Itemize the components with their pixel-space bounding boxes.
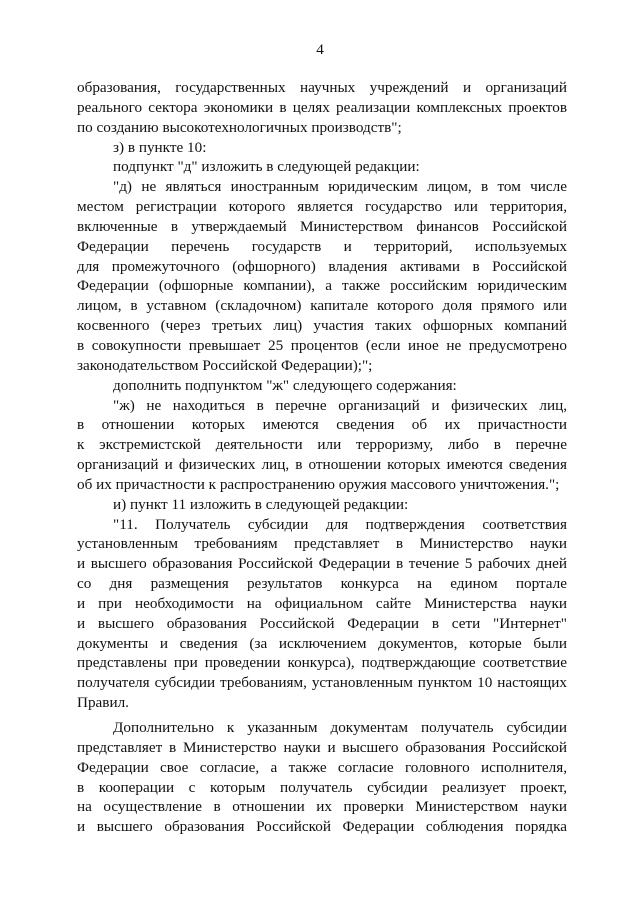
text-line: представлены при проведении конкурса), подтверждающие соответствие <box>77 654 567 672</box>
text-line: и высшего образования Российской Федерации в течение 5 рабочих дней <box>77 555 567 573</box>
text-line: со дня размещения результатов конкурса на едином портале <box>77 575 567 593</box>
page-number: 4 <box>316 41 324 58</box>
text-line: Федерации (офшорные компании), а также российским юридическим <box>77 277 567 295</box>
paragraph-first-line: "ж) не находиться в перечне организаций и физических лиц, <box>113 396 567 414</box>
text-line: законодательством Российской Федерации);"; <box>77 356 373 374</box>
paragraph-first-line: Дополнительно к указанным документам получатель субсидии <box>113 719 567 736</box>
text-line: и высшего образования Российской Федерации в сети "Интернет" <box>77 614 567 632</box>
text-line: для промежуточного (офшорного) владения активами в Российской <box>77 257 567 275</box>
text-line: образования, государственных научных учреждений и организаций <box>77 79 567 96</box>
text-line: к экстремистской деятельности или терроризму, либо в перечне <box>77 436 567 454</box>
text-line: организаций и физических лиц, в отношении которых имеются сведения <box>77 456 567 474</box>
text-line: об их причастности к распространению оружия массового уничтожения."; <box>77 475 560 493</box>
text-line: в совокупности превышает 25 процентов (если иное не предусмотрено <box>77 336 567 354</box>
text-line: и при необходимости на официальном сайте Министерства науки <box>77 594 567 612</box>
text-line: Федерации свое согласие, а также согласие головного исполнителя, <box>77 758 567 776</box>
paragraph-first-line: "д) не являться иностранным юридическим лицом, в том числе <box>113 178 567 196</box>
text-line: включенные в утверждаемый Министерством финансов Российской <box>77 217 567 235</box>
text-line: на осуществление в отношении их проверки Министерством науки <box>77 798 567 816</box>
paragraph-first-line: "11. Получатель субсидии для подтверждения соответствия <box>113 515 567 533</box>
text-line: местом регистрации которого является государство или территория, <box>77 198 567 216</box>
text-line: Правил. <box>77 694 129 712</box>
text-line: документы и сведения (за исключением документов, которые были <box>77 634 567 652</box>
text-line: лицом, в уставном (складочном) капитале которого доля прямого или <box>77 297 567 315</box>
text-line: в кооперации с которым получатель субсидии реализует проект, <box>77 778 567 796</box>
paragraph-first-line: дополнить подпунктом "ж" следующего содержания: <box>113 376 457 394</box>
paragraph-first-line: и) пункт 11 изложить в следующей редакции: <box>113 495 409 513</box>
text-line: представляет в Министерство науки и высшего образования Российской <box>77 738 567 756</box>
text-line: Федерации перечень государств и территорий, используемых <box>77 237 567 255</box>
text-line: косвенного (через третьих лиц) участия таких офшорных компаний <box>77 317 567 335</box>
text-line: и высшего образования Российской Федерации соблюдения порядка <box>77 818 567 836</box>
document-body <box>77 78 567 837</box>
text-line: получателя субсидии требованиям, установленным пунктом 10 настоящих <box>77 674 567 692</box>
paragraph-first-line: подпункт "д" изложить в следующей редакции: <box>113 158 420 176</box>
text-line: реального сектора экономики в целях реализации комплексных проектов <box>77 98 567 116</box>
text-line: установленным требованиям представляет в Министерство науки <box>77 535 567 553</box>
text-line: по созданию высокотехнологичных производств"; <box>77 118 402 136</box>
paragraph-first-line: з) в пункте 10: <box>113 138 207 156</box>
text-line: в отношении которых имеются сведения об их причастности <box>77 416 567 434</box>
